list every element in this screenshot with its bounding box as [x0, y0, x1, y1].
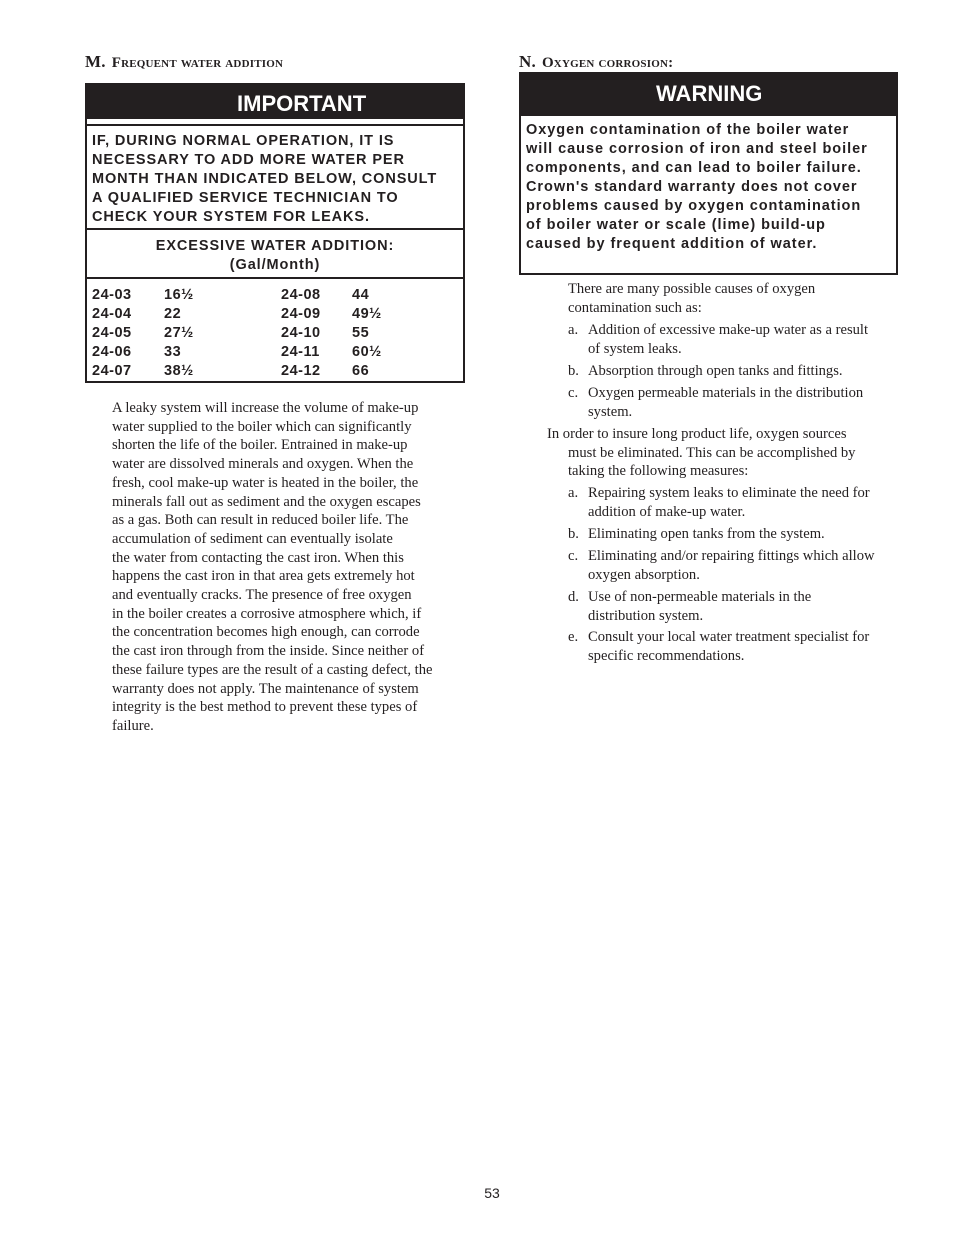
cause-text-line: Oxygen permeable materials in the distribution [588, 385, 864, 401]
water-table-title: EXCESSIVE WATER ADDITION: [155, 238, 395, 254]
paragraph-line: the water from contacting the cast iron. When this [112, 549, 404, 566]
gallons-cell: 22 [164, 306, 182, 322]
paragraph-line: accumulation of sediment can eventually isolate [112, 530, 393, 547]
important-line: IF, DURING NORMAL OPERATION, IT IS [92, 133, 395, 149]
measure-text-line: distribution system. [588, 607, 704, 624]
gallons-cell: 55 [352, 325, 370, 341]
list-marker: b. [568, 526, 579, 542]
paragraph-line: warranty does not apply. The maintenance of system [112, 680, 419, 697]
water-table-header [87, 233, 463, 279]
list-marker: c. [568, 385, 579, 401]
measure-item [568, 588, 898, 626]
cause-text-line: Absorption through open tanks and fittings. [588, 363, 843, 379]
gallons-cell: 60½ [352, 344, 382, 360]
paragraph-line: and eventually cracks. The presence of free oxygen [112, 587, 412, 604]
causes-intro-line: There are many possible causes of oxygen [568, 281, 816, 297]
warning-line: of boiler water or scale (lime) build-up [526, 217, 826, 233]
list-marker: e. [568, 629, 579, 645]
paragraph-line: as a gas. Both can result in reduced boiler life. The [112, 512, 409, 529]
warning-header [521, 74, 896, 116]
paragraph-line: A leaky system will increase the volume of make-up [112, 400, 419, 416]
important-notice [87, 124, 463, 230]
water-table-unit: (Gal/Month) [229, 257, 321, 273]
measure-text-line: Use of non-permeable materials in the [588, 589, 812, 605]
paragraph-line: the concentration becomes high enough, can corrode [112, 624, 420, 641]
water-table-row [92, 363, 412, 382]
warning-header-label: WARNING [656, 81, 763, 106]
list-marker: c. [568, 548, 579, 564]
paragraph-line: water supplied to the boiler which can significantly [112, 418, 412, 435]
water-table-row [92, 344, 412, 363]
water-table-row [92, 306, 412, 325]
model-cell: 24-03 [92, 287, 132, 303]
measures-intro-line: taking the following measures: [568, 463, 749, 480]
cause-text-line: system. [588, 403, 633, 420]
section-n-heading [519, 52, 673, 72]
list-marker: a. [568, 322, 579, 338]
warning-box [519, 72, 898, 275]
gallons-cell: 44 [352, 287, 370, 303]
water-table-row [92, 325, 412, 344]
cause-item [568, 321, 898, 359]
paragraph-line: in the boiler creates a corrosive atmosphere which, if [112, 605, 422, 622]
leaky-system-paragraph [112, 399, 462, 736]
section-n-letter: N. [519, 52, 536, 71]
water-table [92, 287, 412, 382]
model-cell: 24-12 [281, 363, 321, 379]
measure-text-line: Repairing system leaks to eliminate the need for [588, 485, 870, 501]
measure-item [568, 525, 898, 544]
water-table-row [92, 287, 412, 306]
section-m-heading [85, 52, 283, 72]
list-marker: b. [568, 363, 579, 379]
important-line: MONTH THAN INDICATED BELOW, CONSULT [92, 171, 438, 187]
measure-item [568, 484, 898, 522]
important-line: A QUALIFIED SERVICE TECHNICIAN TO [92, 190, 399, 206]
paragraph-line: failure. [112, 717, 154, 734]
paragraph-line: these failure types are the result of a casting defect, the [112, 661, 433, 678]
important-line: CHECK YOUR SYSTEM FOR LEAKS. [92, 209, 370, 225]
paragraph-line: shorten the life of the boiler. Entrained in make-up [112, 437, 408, 454]
important-line: NECESSARY TO ADD MORE WATER PER [92, 152, 405, 168]
warning-body [526, 121, 868, 254]
measure-text-line: Consult your local water treatment specialist for [588, 629, 870, 645]
important-box [85, 83, 465, 383]
measures-intro-line: must be eliminated. This can be accomplished by [568, 444, 856, 461]
measures-intro-line: In order to insure long product life, oxygen sources [547, 426, 847, 442]
warning-line: Oxygen contamination of the boiler water [526, 122, 850, 138]
model-cell: 24-07 [92, 363, 132, 379]
measure-text-line: oxygen absorption. [588, 566, 700, 583]
paragraph-line: fresh, cool make-up water is heated in the boiler, the [112, 474, 419, 491]
measure-text-line: specific recommendations. [588, 647, 745, 664]
warning-line: components, and can lead to boiler failure. [526, 160, 862, 176]
oxygen-causes-intro [568, 280, 898, 317]
warning-line: will cause corrosion of iron and steel boiler [526, 141, 868, 157]
model-cell: 24-09 [281, 306, 321, 322]
gallons-cell: 27½ [164, 325, 194, 341]
model-cell: 24-10 [281, 325, 321, 341]
section-m-title: Frequent water addition [111, 55, 284, 71]
gallons-cell: 16½ [164, 287, 194, 303]
important-header-label: IMPORTANT [237, 91, 367, 116]
cause-item [568, 362, 898, 381]
gallons-cell: 38½ [164, 363, 194, 379]
model-cell: 24-11 [281, 344, 320, 360]
paragraph-line: water are dissolved minerals and oxygen. When the [112, 456, 414, 473]
measure-text-line: Eliminating open tanks from the system. [588, 526, 825, 542]
gallons-cell: 33 [164, 344, 182, 360]
warning-line: problems caused by oxygen contamination [526, 198, 862, 214]
paragraph-line: minerals fall out as sediment and the oxygen escapes [112, 493, 421, 510]
warning-line: Crown's standard warranty does not cover [526, 179, 858, 195]
gallons-cell: 66 [352, 363, 370, 379]
water-table-body [87, 281, 463, 381]
model-cell: 24-08 [281, 287, 321, 303]
measure-item [568, 628, 898, 666]
paragraph-line: integrity is the best method to prevent these types of [112, 699, 418, 716]
warning-line: caused by frequent addition of water. [526, 236, 818, 252]
paragraph-line: the cast iron through from the inside. Since neither of [112, 643, 425, 660]
causes-intro-line: contamination such as: [568, 299, 702, 316]
measure-text-line: Eliminating and/or repairing fittings which allow [588, 548, 875, 564]
measures-intro [547, 425, 899, 481]
paragraph-line: happens the cast iron in that area gets extremely hot [112, 568, 415, 585]
model-cell: 24-04 [92, 306, 132, 322]
section-m-letter: M. [85, 52, 106, 71]
cause-text-line: of system leaks. [588, 340, 682, 357]
cause-text-line: Addition of excessive make-up water as a result [588, 322, 869, 338]
cause-item [568, 384, 898, 422]
section-n-title: Oxygen corrosion: [541, 55, 674, 71]
list-marker: d. [568, 589, 579, 605]
model-cell: 24-06 [92, 344, 132, 360]
measure-text-line: addition of make-up water. [588, 503, 746, 520]
gallons-cell: 49½ [352, 306, 382, 322]
page-number: 53 [484, 1185, 500, 1201]
list-marker: a. [568, 485, 579, 501]
model-cell: 24-05 [92, 325, 132, 341]
important-header [87, 85, 463, 119]
measure-item [568, 547, 898, 585]
